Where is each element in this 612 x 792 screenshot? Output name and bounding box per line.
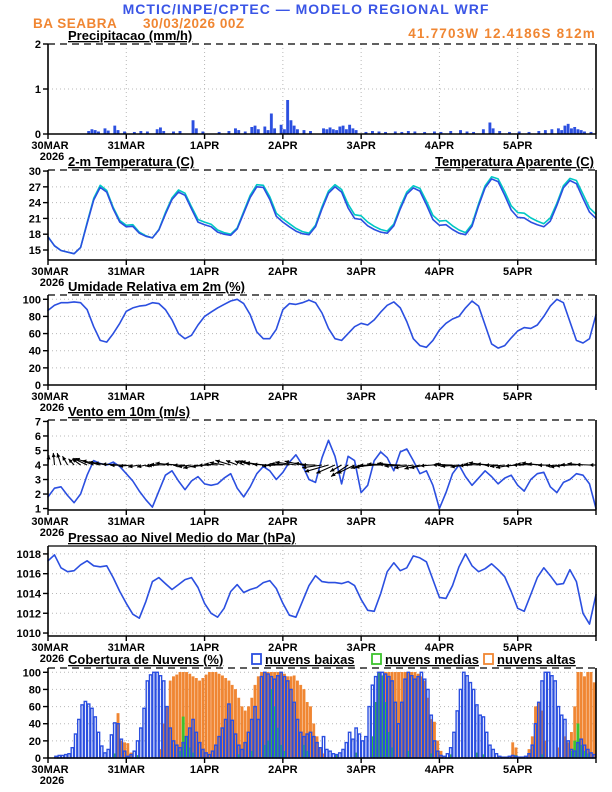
bar xyxy=(342,749,344,758)
y-tick-label: 0 xyxy=(34,129,41,141)
bar xyxy=(492,749,494,758)
bar xyxy=(551,676,553,758)
bar xyxy=(547,672,549,758)
bar xyxy=(94,717,96,758)
bar xyxy=(211,672,213,758)
bar xyxy=(492,129,494,134)
bar xyxy=(84,701,86,758)
precipitation-bars-blue xyxy=(87,100,592,134)
y-tick-label: 4 xyxy=(34,460,41,472)
y-tick-label: 100 xyxy=(22,294,41,307)
day-label: 1APR xyxy=(189,764,220,776)
y-tick-label: 7 xyxy=(34,416,41,429)
wind-arrow-head xyxy=(173,463,177,467)
day-label: 3APR xyxy=(346,642,376,654)
wind-arrow-head xyxy=(57,453,61,458)
bar xyxy=(114,126,116,134)
bar xyxy=(293,126,295,134)
temperature-line-blue xyxy=(48,179,596,254)
bar xyxy=(342,126,344,134)
bar xyxy=(179,672,181,758)
y-tick-label: 15 xyxy=(28,245,41,257)
bar xyxy=(567,124,569,134)
day-label: 2APR xyxy=(268,266,298,278)
legend-label-green: nuvens medias xyxy=(385,652,479,667)
day-label: 30MAR xyxy=(31,642,69,654)
day-label: 31MAR xyxy=(107,140,145,152)
wind-arrow-head xyxy=(546,464,550,468)
humidity-title: Umidade Relativa em 2m (%) xyxy=(68,279,246,294)
temperature-panel xyxy=(29,154,596,289)
bar xyxy=(564,126,566,134)
day-label: 4APR xyxy=(424,140,455,152)
y-tick-label: 1010 xyxy=(16,628,41,641)
day-label: 3APR xyxy=(346,764,376,776)
bar xyxy=(466,676,468,758)
y-tick-label: 0 xyxy=(34,380,41,392)
year-label: 2026 xyxy=(39,151,65,163)
bar xyxy=(146,681,148,758)
pressure-panel xyxy=(17,530,596,665)
bar xyxy=(91,708,93,758)
y-tick-label: 3 xyxy=(34,474,41,487)
wind-arrow-head xyxy=(589,463,593,467)
wind-arrow-head xyxy=(204,462,208,466)
bar xyxy=(110,735,112,758)
day-label: 5APR xyxy=(503,764,533,776)
day-label: 3APR xyxy=(346,516,376,528)
bar xyxy=(345,743,347,758)
wind-panel xyxy=(31,404,596,539)
y-tick-label: 21 xyxy=(28,213,41,226)
bar xyxy=(202,678,204,758)
y-tick-label: 1 xyxy=(34,84,41,96)
humidity-panel xyxy=(23,279,596,414)
bar xyxy=(149,675,151,758)
bar xyxy=(463,672,465,758)
bar xyxy=(365,737,367,758)
wind-arrow-head xyxy=(420,464,424,468)
bar xyxy=(280,125,282,134)
y-tick-label: 1014 xyxy=(16,588,41,601)
day-label: 5APR xyxy=(503,642,533,654)
bar xyxy=(368,707,370,758)
y-tick-label: 60 xyxy=(28,701,41,714)
y-tick-label: 20 xyxy=(28,362,41,375)
y-tick-label: 1 xyxy=(34,503,41,516)
day-label: 31MAR xyxy=(107,391,145,403)
day-label: 4APR xyxy=(424,266,455,278)
wind-arrow-head xyxy=(513,463,517,467)
y-tick-label: 5 xyxy=(34,445,41,458)
day-label: 5APR xyxy=(503,391,533,403)
wind-arrow-head xyxy=(516,462,520,466)
bar xyxy=(485,732,487,758)
bar xyxy=(208,672,210,758)
bar xyxy=(159,128,161,134)
precipitation-panel xyxy=(31,28,596,163)
legend-label-blue: nuvens baixas xyxy=(265,652,355,667)
day-label: 30MAR xyxy=(31,516,69,528)
day-label: 30MAR xyxy=(31,266,69,278)
legend-label-orange: nuvens altas xyxy=(497,652,576,667)
bar xyxy=(348,732,350,758)
pressure-line-blue xyxy=(48,554,596,624)
y-tick-label: 2 xyxy=(34,39,41,51)
year-label: 2026 xyxy=(39,527,65,539)
y-tick-label: 1018 xyxy=(16,548,41,561)
day-label: 1APR xyxy=(189,516,220,528)
day-label: 1APR xyxy=(189,642,220,654)
year-label: 2026 xyxy=(39,653,65,665)
bar xyxy=(352,739,354,758)
bar xyxy=(143,708,145,758)
y-tick-label: 40 xyxy=(28,718,41,731)
app-title: MCTIC/INPE/CPTEC — MODELO REGIONAL WRF xyxy=(122,1,490,17)
day-label: 2APR xyxy=(268,764,298,776)
bar xyxy=(587,672,589,758)
y-tick-label: 24 xyxy=(28,197,41,210)
bar xyxy=(456,711,458,758)
bar xyxy=(78,719,80,758)
y-tick-label: 80 xyxy=(28,311,41,324)
day-label: 31MAR xyxy=(107,764,145,776)
wind-title: Vento em 10m (m/s) xyxy=(68,404,191,419)
wind-arrow-head xyxy=(476,462,480,466)
day-label: 1APR xyxy=(189,391,220,403)
y-tick-label: 20 xyxy=(28,735,41,748)
bar xyxy=(133,751,135,758)
wind-arrow-head xyxy=(576,463,580,467)
bar xyxy=(560,715,562,758)
day-label: 1APR xyxy=(189,140,220,152)
bar xyxy=(453,732,455,758)
bar xyxy=(361,741,363,758)
bar xyxy=(476,705,478,758)
bar xyxy=(159,676,161,758)
day-label: 30MAR xyxy=(31,391,69,403)
y-tick-label: 80 xyxy=(28,684,41,697)
clouds-panel xyxy=(23,652,596,787)
bar xyxy=(104,129,106,134)
precipitation-title: Precipitacao (mm/h) xyxy=(68,28,193,43)
bar xyxy=(290,121,292,135)
day-label: 1APR xyxy=(189,266,220,278)
day-label: 5APR xyxy=(503,266,533,278)
day-label: 3APR xyxy=(346,391,376,403)
legend-swatch-blue xyxy=(252,654,261,664)
temperature-title-right: Temperatura Aparente (C) xyxy=(435,154,594,169)
year-label: 2026 xyxy=(39,277,65,289)
bar xyxy=(107,749,109,758)
bar xyxy=(469,683,471,758)
bar xyxy=(264,127,266,134)
bar xyxy=(574,127,576,134)
day-label: 2APR xyxy=(268,391,298,403)
y-tick-label: 30 xyxy=(28,166,41,179)
bar xyxy=(273,129,275,134)
bar xyxy=(339,127,341,134)
bar xyxy=(74,734,76,758)
bar xyxy=(101,746,103,758)
humidity-line-blue xyxy=(48,299,596,348)
bar xyxy=(482,717,484,758)
wind-arrow-head xyxy=(538,463,542,467)
y-tick-label: 18 xyxy=(28,229,41,242)
temperature-title: 2-m Temperatura (C) xyxy=(68,154,195,169)
bar xyxy=(590,672,592,758)
location-coords-label: 41.7703W 12.4186S 812m xyxy=(408,26,596,41)
bar xyxy=(205,675,207,758)
wind-arrow-head xyxy=(164,462,168,466)
bar xyxy=(326,749,328,758)
clouds-title: Cobertura de Nuvens (%) xyxy=(68,652,224,667)
y-tick-label: 1016 xyxy=(16,568,41,581)
y-tick-label: 27 xyxy=(28,181,41,194)
legend-swatch-green xyxy=(372,654,381,664)
day-label: 31MAR xyxy=(107,266,145,278)
bar xyxy=(322,129,324,134)
wind-arrow-head xyxy=(561,463,565,467)
wind-arrow-head xyxy=(528,462,532,466)
wind-arrow-head xyxy=(556,464,560,468)
day-label: 31MAR xyxy=(107,516,145,528)
day-label: 31MAR xyxy=(107,642,145,654)
bar xyxy=(71,748,73,758)
bar xyxy=(153,672,155,758)
wind-arrow-head xyxy=(485,463,489,467)
day-label: 5APR xyxy=(503,516,533,528)
legend-swatch-orange xyxy=(484,654,493,664)
bar xyxy=(329,751,331,758)
bar xyxy=(472,689,474,758)
bar xyxy=(554,681,556,758)
bar xyxy=(270,114,272,134)
y-tick-label: 6 xyxy=(34,430,41,443)
year-label: 2026 xyxy=(39,402,65,414)
day-label: 4APR xyxy=(424,391,455,403)
bar xyxy=(570,129,572,134)
bar xyxy=(192,121,194,135)
day-label: 5APR xyxy=(503,140,533,152)
y-tick-label: 40 xyxy=(28,345,41,358)
y-tick-label: 100 xyxy=(22,667,41,680)
bar xyxy=(156,672,158,758)
bar xyxy=(557,129,559,134)
y-tick-label: 60 xyxy=(28,328,41,341)
day-label: 3APR xyxy=(346,140,376,152)
wind-arrow-head xyxy=(198,463,202,467)
temperature-line-cyan xyxy=(48,177,596,254)
bar xyxy=(358,734,360,758)
day-label: 2APR xyxy=(268,516,298,528)
bar xyxy=(114,723,116,758)
day-label: 2APR xyxy=(268,642,298,654)
bar xyxy=(234,129,236,134)
y-tick-label: 0 xyxy=(34,753,41,765)
day-label: 30MAR xyxy=(31,140,69,152)
day-label: 4APR xyxy=(424,764,455,776)
bar xyxy=(97,732,99,758)
bar xyxy=(479,715,481,758)
wind-arrow-head xyxy=(505,464,509,468)
pressure-title: Pressao ao Nivel Medio do Mar (hPa) xyxy=(68,530,296,545)
bar xyxy=(251,127,253,134)
year-label: 2026 xyxy=(39,775,65,787)
day-label: 2APR xyxy=(268,140,298,152)
clouds-bars-blue xyxy=(55,672,596,758)
bar xyxy=(195,129,197,134)
day-label: 4APR xyxy=(424,642,455,654)
day-label: 4APR xyxy=(424,516,455,528)
bar xyxy=(489,745,491,758)
station-label: BA SEABRA xyxy=(33,16,118,31)
bar xyxy=(352,129,354,134)
bar xyxy=(140,728,142,758)
wind-arrow-head xyxy=(433,463,437,467)
bar xyxy=(329,128,331,134)
day-label: 3APR xyxy=(346,266,376,278)
bar xyxy=(81,705,83,758)
run-datetime-label: 30/03/2026 00Z xyxy=(143,16,245,31)
bar xyxy=(286,100,288,134)
day-label: 30MAR xyxy=(31,764,69,776)
y-tick-label: 1012 xyxy=(16,608,41,621)
wind-arrow-head xyxy=(267,463,271,467)
wind-line-blue xyxy=(48,440,596,508)
y-tick-label: 2 xyxy=(34,489,41,502)
bar xyxy=(87,704,89,758)
bar xyxy=(489,123,491,134)
bar xyxy=(254,126,256,134)
bar xyxy=(348,125,350,134)
bar xyxy=(593,683,595,758)
wind-arrow-head xyxy=(102,462,106,466)
